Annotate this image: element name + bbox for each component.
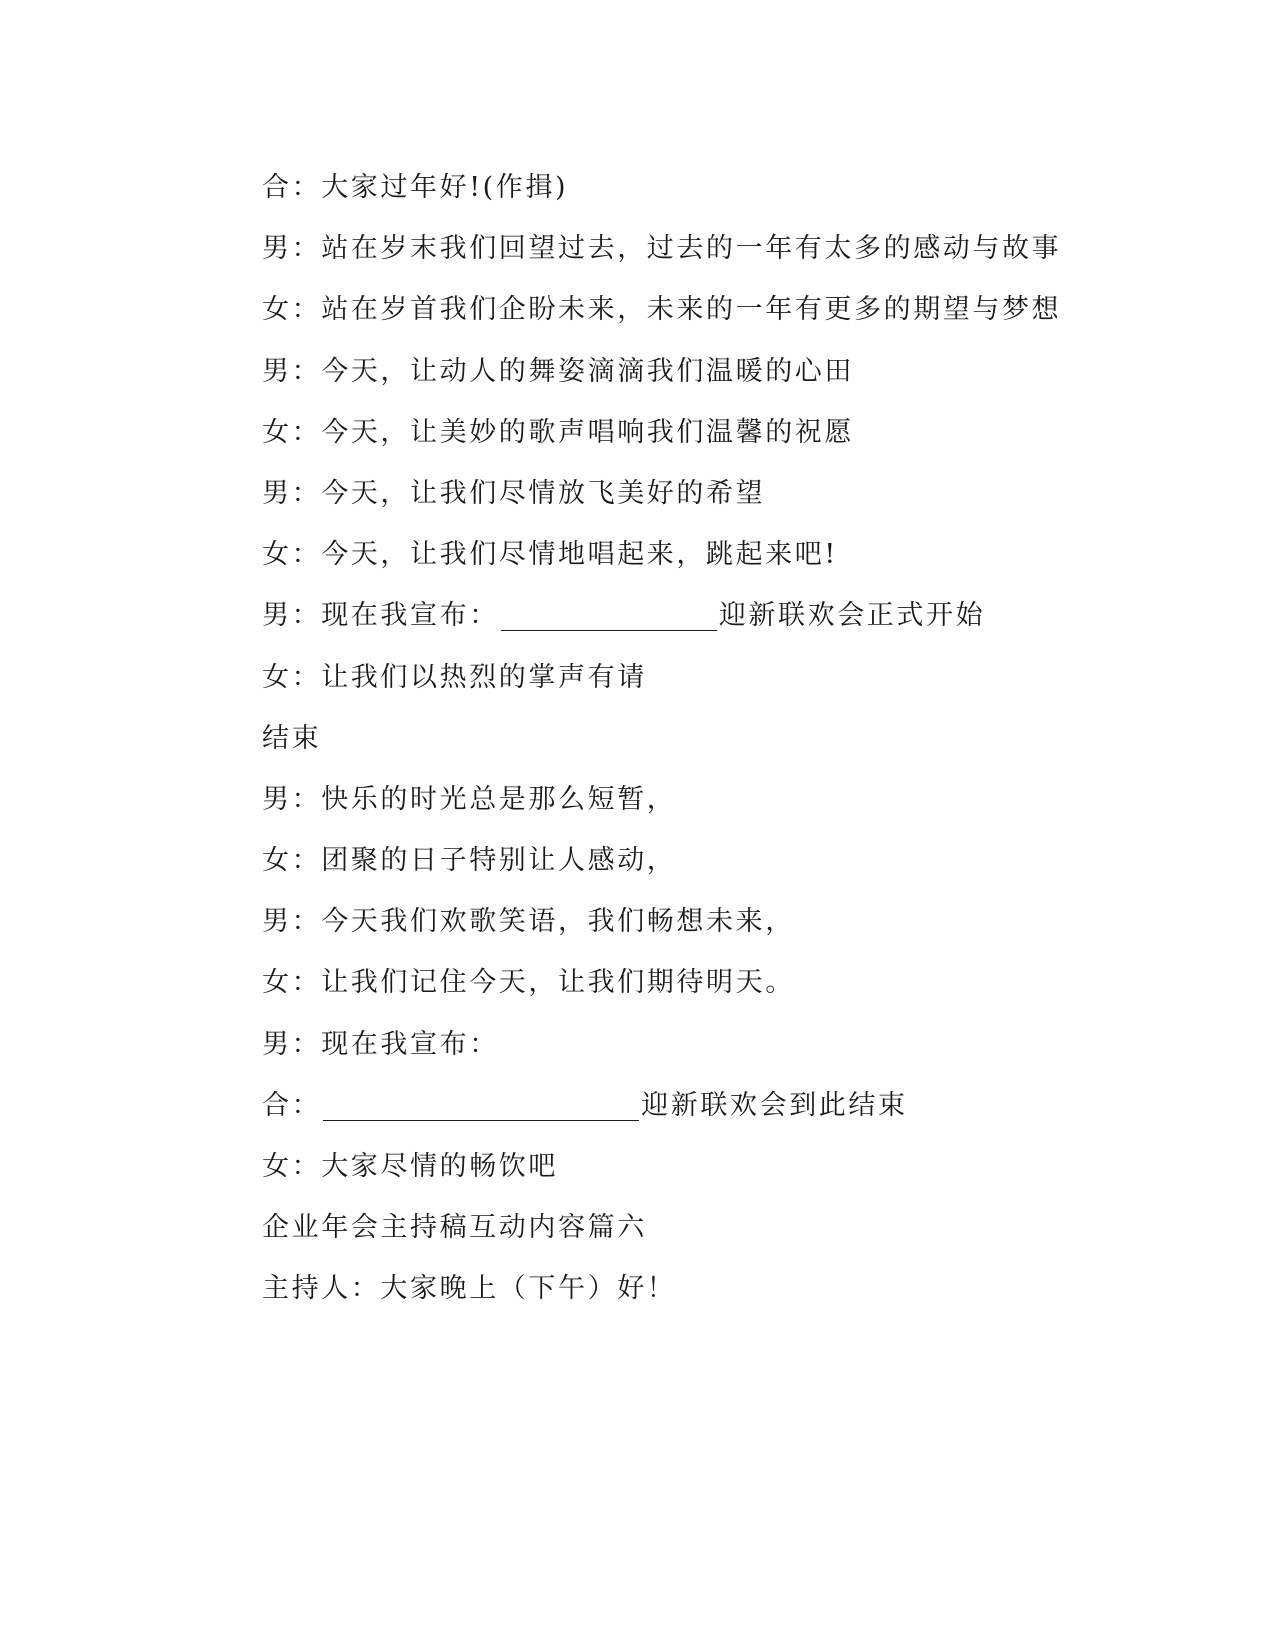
fill-in-blank — [323, 1084, 639, 1121]
line-text: 男：今天，让我们尽情放飞美好的希望 — [262, 477, 766, 509]
line-12 — [262, 839, 1062, 900]
line-text: 女：今天，让我们尽情地唱起来，跳起来吧! — [262, 539, 838, 571]
line-text: 男：站在岁末我们回望过去，过去的一年有太多的感动与故事 — [262, 233, 1062, 265]
line-13 — [262, 900, 1062, 961]
line-text: 女：站在岁首我们企盼未来，未来的一年有更多的期望与梦想 — [262, 294, 1062, 326]
line-text: 女：今天，让美妙的歌声唱响我们温馨的祝愿 — [262, 416, 854, 448]
line-15 — [262, 1023, 1062, 1084]
line-3 — [262, 288, 1062, 349]
line-text: 女：让我们以热烈的掌声有请 — [262, 661, 647, 693]
document-body — [262, 166, 1062, 1329]
line-text: 男：今天我们欢歌笑语，我们畅想未来， — [262, 906, 795, 938]
fill-in-blank — [501, 594, 717, 631]
line-6 — [262, 472, 1062, 533]
line-5 — [262, 411, 1062, 472]
line-7 — [262, 533, 1062, 594]
line-text: 女：大家尽情的畅饮吧 — [262, 1151, 558, 1182]
line-text-before-blank: 男：现在我宣布： — [262, 600, 499, 632]
line-text: 男：今天，让动人的舞姿滴滴我们温暖的心田 — [262, 355, 854, 387]
line-text: 主持人：大家晚上（下午）好！ — [262, 1273, 677, 1305]
line-text: 男：现在我宣布： — [262, 1028, 499, 1060]
line-1 — [262, 166, 1062, 227]
line-14 — [262, 961, 1062, 1022]
line-16 — [262, 1084, 1062, 1145]
line-8 — [262, 594, 1062, 655]
line-17 — [262, 1145, 1062, 1206]
line-4 — [262, 350, 1062, 411]
line-9 — [262, 656, 1062, 717]
line-text: 合：大家过年好!(作揖) — [262, 172, 569, 203]
line-19 — [262, 1267, 1062, 1328]
line-text: 女：团聚的日子特别让人感动， — [262, 845, 677, 877]
line-text-after-blank: 迎新联欢会正式开始 — [718, 600, 986, 632]
line-text: 男：快乐的时光总是那么短暂， — [262, 783, 677, 815]
line-text-after-blank: 迎新联欢会到此结束 — [641, 1089, 908, 1121]
line-2 — [262, 227, 1062, 288]
section-heading-end — [262, 717, 1062, 778]
section-heading-part-six — [262, 1206, 1062, 1267]
line-11 — [262, 778, 1062, 839]
line-text: 女：让我们记住今天，让我们期待明天。 — [262, 967, 795, 999]
line-text: 结束 — [262, 722, 322, 754]
line-text: 企业年会主持稿互动内容篇六 — [262, 1212, 647, 1244]
line-text-before-blank: 合： — [262, 1089, 322, 1121]
